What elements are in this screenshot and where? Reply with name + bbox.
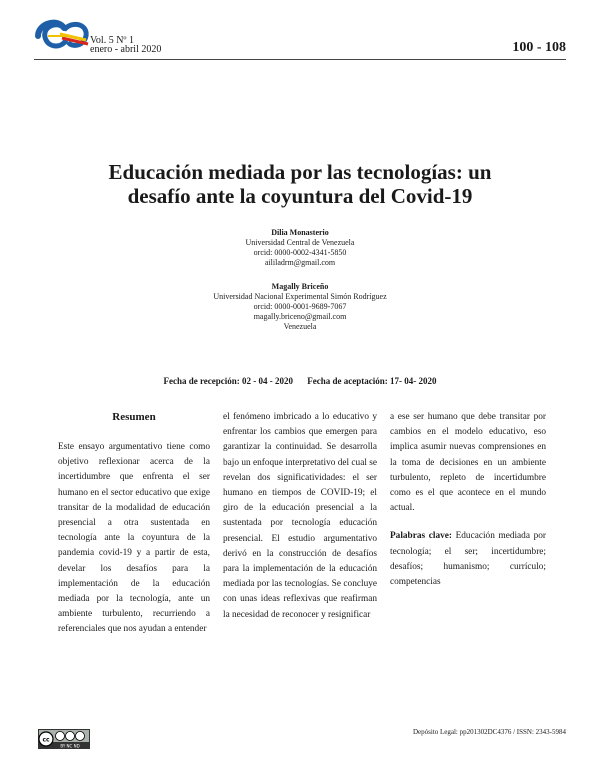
legal-deposit: Depósito Legal: pp201302DC4376 / ISSN: 2343-5984 [412, 728, 566, 736]
author-affiliation: Universidad Nacional Experimental Simón Rodríguez [213, 292, 387, 301]
paper-title [40, 160, 560, 208]
accepted-date: Fecha de aceptación: 17- 04- 2020 [307, 376, 437, 386]
keywords-list: Educación mediada por tecnología; el ser; incertidumbre; desafíos; humanismo; currículo; competencias [390, 531, 546, 588]
nc-icon [66, 732, 75, 741]
abstract-heading: Resumen [112, 411, 156, 423]
author-orcid: orcid: 0000-0002-4341-5850 [253, 248, 347, 257]
title-line-2: desafío ante la coyuntura del Covid-19 [127, 184, 473, 208]
abstract-column-2 [223, 410, 377, 623]
journal-logo [34, 14, 94, 54]
abstract-column-1 [58, 410, 210, 638]
license-text: BY NC ND [60, 743, 80, 749]
svg-text:cc: cc [42, 736, 50, 744]
author-email: aililadrm@gmail.com [264, 258, 336, 267]
author-name: Magally Briceño [271, 282, 329, 291]
author-country: Venezuela [283, 322, 317, 331]
received-date: Fecha de recepción: 02 - 04 - 2020 [163, 376, 294, 386]
abstract-text-1: Este ensayo argumentativo tiene como objetivo reflexionar acerca de la incertidumbre que enfrenta el ser humano en el sector educativo que exige transitar de la modalidad de educación presencial a otra sustentada en tecnología ante la coyuntura de la pandemia covid-19 y a partir de esta, develar los desafíos para la implementación de la educación mediada por la tecnología, ante un ambiente turbulento, recurriendo a referenciales que nos ayudan a entender [58, 442, 210, 635]
submission-dates [40, 376, 560, 386]
keywords-label: Palabras clave: [390, 531, 452, 542]
abstract-text-3: a ese ser humano que debe transitar por cambios en el modelo educativo, eso implica asumir nuevas comprensiones en la toma de decisiones en un ambiente turbulento, repleto de incertidumbre como es el que acontece en el mundo actual. [390, 412, 546, 514]
author-email: magally.briceno@gmail.com [253, 312, 347, 321]
issue-period: enero - abril 2020 [90, 44, 162, 55]
author-block-2 [150, 282, 450, 332]
header-rule [34, 59, 566, 60]
keywords [390, 529, 546, 590]
abstract-text-2: el fenómeno imbricado a lo educativo y enfrentar los cambios que emergen para garantizar la continuidad. Se desarrolla bajo un enfoque interpretativo del cual se revelan dos significatividades: el ser humano en tiempos de COVID-19; el giro de la educación presencial a la sustentada por tecnología educación presencial. El estudio argumentativo derivó en la construcción de desafíos para la implementación de la educación mediada por las tecnologías. Se concluye con unas ideas reflexivas que reafirman la necesidad de reconocer y resignificar [223, 412, 377, 620]
cc-license-badge[interactable] [38, 729, 90, 749]
author-orcid: orcid: 0000-0001-9689-7067 [253, 302, 347, 311]
volume-number: Vol. 5 Nº 1 [90, 35, 135, 46]
page-range: 100 - 108 [512, 40, 566, 55]
nd-icon [76, 732, 85, 741]
author-block-1 [150, 228, 450, 268]
by-icon [56, 732, 65, 741]
abstract-column-3 [390, 410, 546, 590]
author-affiliation: Universidad Central de Venezuela [245, 238, 355, 247]
author-name: Dilia Monasterio [271, 228, 329, 237]
title-line-1: Educación mediada por las tecnologías: un [108, 160, 492, 184]
